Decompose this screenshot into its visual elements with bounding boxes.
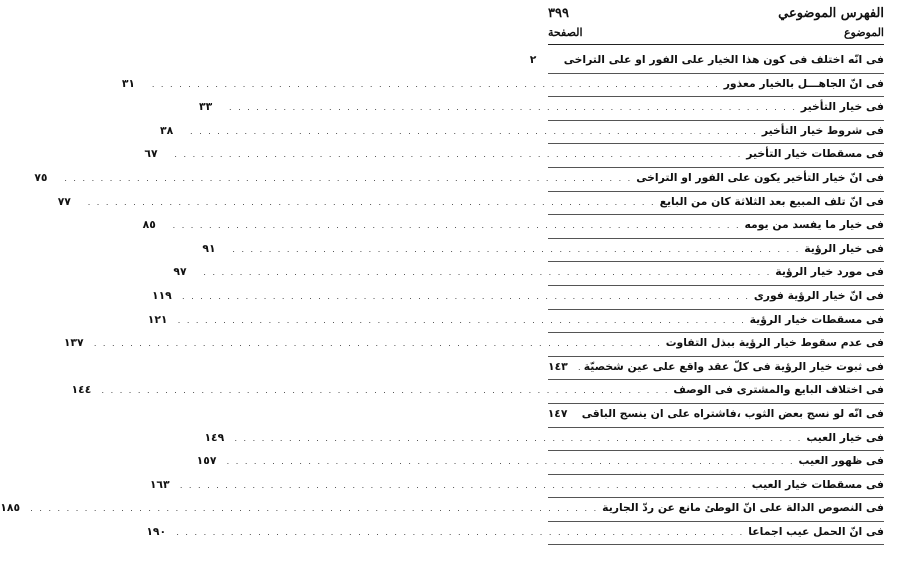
column-header-topic: الموضوع [843, 26, 884, 39]
entry-page-number: ٧٥ [34, 170, 48, 184]
entry-page-number: ٣٨ [160, 123, 174, 137]
entry-title: فى خيار ما يفسد من يومه [744, 218, 884, 232]
entry-page-number: ٣١ [121, 76, 136, 90]
index-entry [63, 334, 884, 358]
index-entry [199, 98, 884, 122]
index-entry [196, 452, 884, 476]
entry-title: فى مسقطات خيار الرؤية [749, 312, 884, 326]
running-head [548, 6, 884, 24]
entry-page-number: ١٢١ [147, 312, 168, 326]
entry-title: فى ظهور العيب [798, 454, 884, 468]
entry-page-number: ١٤٤ [71, 383, 92, 397]
dot-leader: . . . . . . . . . . . . . . . . . . . . . . . . . . . . . . . . . . . . . . . . . . . . . . . . . . . . . . . . . . . . . . . [229, 103, 797, 113]
index-entry [149, 476, 884, 500]
entry-page-number: ١٤٩ [204, 430, 225, 444]
entry-page-number: ١٥٧ [196, 454, 217, 468]
dot-leader: . . . . . . . . . . . . . . . . . . . . . . . . . . . . . . . . . . . . . . . . . . . . . . . . . . . . . . . . . . . . . . . [174, 150, 743, 160]
index-entry [202, 240, 884, 264]
dot-leader: . . . . . . . . . . . . . . . . . . . . . . . . . . . . . . . . . . . . . . . . . . . . . . . . . . . . . . . . . . . . . . . [177, 315, 746, 325]
index-entry [151, 287, 884, 311]
dot-leader: . . . . . . . . . . . . . . . . . . . . . . . . . . . . . . . . . . . . . . . . . . . . . . . . . . . . . . . . . . . . . . . [226, 457, 795, 467]
entry-title: فى انّ خيار التأخير يكون على الفور او التراخى [636, 170, 884, 184]
entry-title: فى انّه لو نسج بعض الثوب ،فاشتراه على ان ينسج الباقى [581, 406, 884, 420]
dot-leader: . . . . . . . . . . . . . . . . . . . . . . . . . . . . . . . . . . . . . . . . . . . . . . . . . . . . . . . . . . . . . . . [101, 386, 670, 396]
dot-leader: . . . . . . . . . . . . . . . . . . . . . . . . . . . . . . . . . . . . . . . . . . . . . . . . . . . . . . . . . . . . . . . [176, 527, 745, 537]
entry-page-number: ١٩٠ [146, 524, 167, 538]
entry-page-number: ١٤٧ [547, 406, 568, 420]
entry-title: فى انّ الجاهـــل بالخيار معذور [723, 76, 884, 90]
entry-page-number: ١٣٧ [63, 336, 84, 350]
running-title: الفهرس الموضوعي [778, 6, 884, 21]
dot-leader: . . . . . . . . . . . . . . . . . . . . . . . . . . . . . . . . . . . . . . . . . . . . . . . . . . . . . . . . . . . . . . . [181, 291, 750, 301]
entry-title: فى خيار الرؤية [804, 241, 884, 255]
index-entry [121, 75, 884, 99]
entry-page-number: ٩١ [202, 241, 216, 255]
entry-page-number: ١٨٥ [0, 501, 21, 515]
dot-leader: . . . . . . . . . . . . . . . . . . . . . . . . . . . . . . . . . . . . . . . . . . . . . . . . . . . . . . . . . . . . . . . [172, 221, 741, 231]
index-entry [548, 405, 884, 429]
entry-title: فى خيار العيب [806, 430, 884, 444]
column-header-page: الصفحة [548, 26, 583, 39]
entry-title: فى انّه اختلف فى كون هذا الخيار على الفور او على التراخى [563, 53, 884, 66]
page-number: ٣٩٩ [548, 6, 569, 21]
entry-title: فى انّ الحمل عيب اجماعا [748, 524, 884, 538]
dot-leader: . . . . . . . . . . . . . . . . . . . . . . . . . . . . . . . . . . . . . . . . . . . . . . . . . . . . . . . . . . . . . . . [87, 197, 656, 207]
dot-leader: . . . . . . . . . . . . . . . . . . . . . . . . . . . . . . . . . . . . . . . . . . . . . . . . . . . . . . . . . . . . . . . [93, 339, 662, 349]
entry-page-number: ١٦٣ [149, 477, 170, 491]
entry-title: فى شروط خيار التأخير [761, 123, 884, 137]
entry-title: فى انّ تلف المبيع بعد الثلاثة كان من البايع [659, 194, 884, 208]
dot-leader: . . . . . . . . . . . . . . . . . . . . . . . . . . . . . . . . . . . . . . . . . . . . . . . . . . . . . . . . . . . . . . . [190, 126, 758, 136]
entry-page-number: ٩٧ [173, 265, 187, 279]
index-entry [146, 523, 884, 547]
dot-leader: . . . . . . . . . . . . . . . . . . . . . . . . . . . . . . . . . . . . . . . . . . . . . . . . . . . . . . . . . . . . . . . [64, 173, 633, 183]
entry-page-number: ٢ [529, 53, 537, 66]
index-entry [173, 263, 884, 287]
index-entry [57, 193, 884, 217]
index-entry [160, 122, 884, 146]
dot-leader: . . . . . . . . . . . . . . . . . . . . . . . . . . . . . . . . . . . . . . . . . . . . . . . . . . . . . . . . . . . . . . . [179, 480, 748, 490]
dot-leader: . . . . . . . . . . . . . . . . . . . . . . . . . . . . . . . . . . . . . . . . . . . . . . . . . . . . . . . . . . . . . . . [203, 268, 772, 278]
index-entry [71, 381, 884, 405]
index-entry [529, 51, 884, 75]
entry-page-number: ٧٧ [57, 194, 71, 208]
entry-title: فى عدم سقوط خيار الرؤية ببذل التفاوت [665, 336, 884, 350]
entry-page-number: ٦٧ [144, 147, 158, 161]
index-entry [34, 169, 884, 193]
entry-title: فى انّ خيار الرؤية فورى [753, 288, 884, 302]
index-entry [0, 499, 884, 523]
dot-leader: . . . . . . . . . . . . . . . . . . . . . . . . . . . . . . . . . . . . . . . . . . . . . . . . . . . . . . . . . . . . . . . [30, 504, 599, 514]
dot-leader: . . . . . . . . . . . . . . . . . . . . . . . . . . . . . . . . . . . . . . . . . . . . . . . . . . . . . . . . . . . . . . . [232, 244, 801, 254]
index-entry [548, 358, 884, 382]
entry-title: فى خيار التأخير [800, 100, 884, 114]
entry-page-number: ٨٥ [142, 218, 156, 232]
entry-title: فى مسقطات خيار العيب [751, 477, 884, 491]
index-list [0, 51, 884, 546]
entry-title: فى اختلاف البايع والمشترى فى الوصف [673, 383, 884, 397]
entry-title: فى مورد خيار الرؤية [775, 265, 884, 279]
index-entry [204, 429, 884, 453]
entry-page-number: ١٤٣ [548, 359, 568, 373]
entry-title: فى النصوص الدالة على انّ الوطئ مانع عن ردّ الجارية [602, 501, 884, 515]
entry-title: فى ثبوت خيار الرؤية فى كلّ عقد واقع على عين شخصيّة [583, 359, 884, 373]
index-entry [147, 311, 884, 335]
index-entry [144, 145, 884, 169]
entry-page-number: ٣٣ [199, 100, 213, 114]
dot-leader [578, 358, 580, 375]
dot-leader: . . . . . . . . . . . . . . . . . . . . . . . . . . . . . . . . . . . . . . . . . . . . . . . . . . . . . . . . . . . . . . . [234, 433, 803, 443]
column-headers [548, 25, 884, 40]
dot-leader: . . . . . . . . . . . . . . . . . . . . . . . . . . . . . . . . . . . . . . . . . . . . . . . . . . . . . . . . . . . . . . . [151, 79, 720, 89]
index-entry [142, 216, 884, 240]
entry-page-number: ١١٩ [151, 288, 172, 302]
header-rule [548, 44, 884, 45]
entry-title: فى مسقطات خيار التأخير [746, 147, 884, 161]
